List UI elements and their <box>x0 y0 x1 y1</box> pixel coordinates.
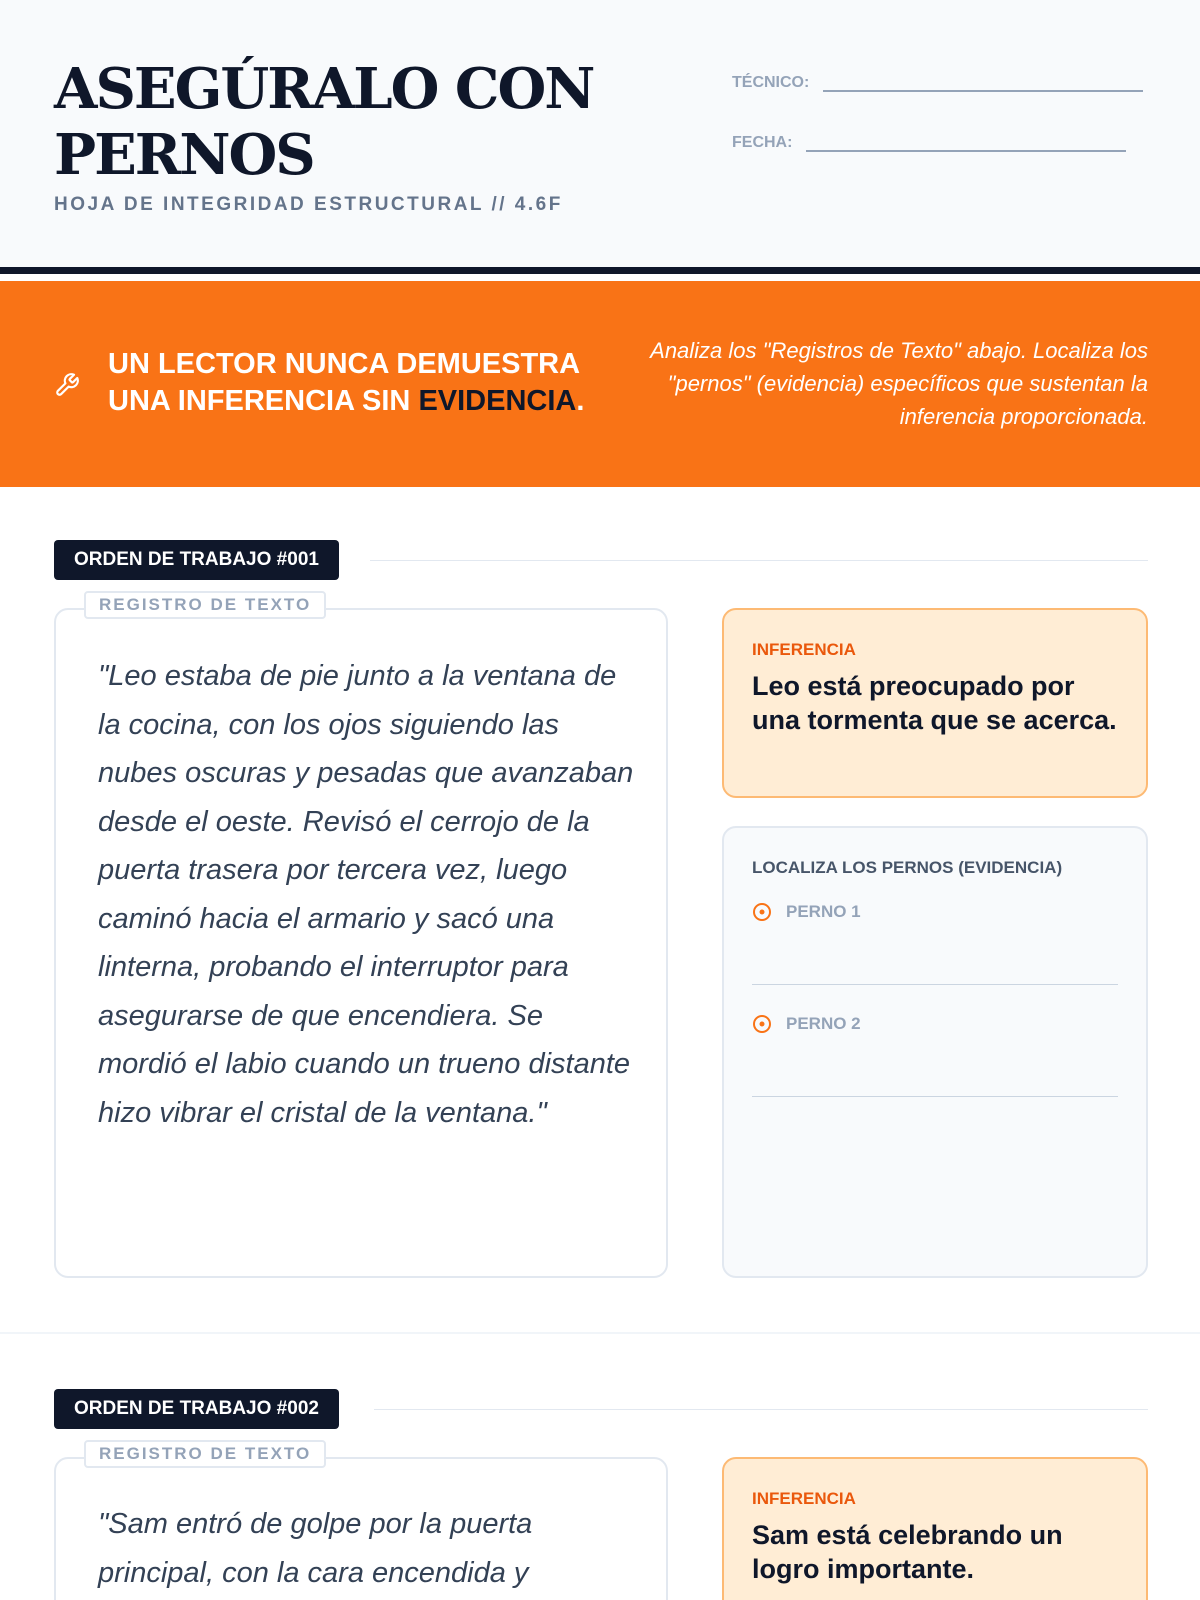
text-log-label: REGISTRO DE TEXTO <box>84 591 326 619</box>
page-subtitle: HOJA DE INTEGRIDAD ESTRUCTURAL // 4.6F <box>54 194 563 215</box>
work-order-tag-002: ORDEN DE TRABAJO #002 <box>54 1389 339 1429</box>
date-label: FECHA: <box>732 134 793 151</box>
evidence-title: LOCALIZA LOS PERNOS (EVIDENCIA) <box>752 858 1063 877</box>
motto-highlight: EVIDENCIA <box>418 385 577 417</box>
date-field[interactable] <box>806 124 1126 152</box>
text-log-label: REGISTRO DE TEXTO <box>84 1440 326 1468</box>
bolt-1 <box>752 902 861 922</box>
bolt-target-icon <box>752 1014 772 1034</box>
motto-text <box>108 346 618 420</box>
evidence-box <box>722 826 1148 1278</box>
inference-label: INFERENCIA <box>752 1489 856 1508</box>
text-log-quote: "Sam entró de golpe por la puerta principal, con la cara encendida y <box>98 1508 533 1589</box>
work-order-tag-001: ORDEN DE TRABAJO #001 <box>54 540 339 580</box>
bolt-target-icon <box>752 902 772 922</box>
bolt-1-label: PERNO 1 <box>786 902 861 921</box>
inference-text: Sam está celebrando un logro importante. <box>752 1520 1063 1584</box>
motto-main: UN LECTOR NUNCA DEMUESTRA UNA INFERENCIA SIN <box>108 348 579 417</box>
page-title <box>54 56 614 188</box>
technician-row <box>732 64 1143 92</box>
technician-label: TÉCNICO: <box>732 74 810 91</box>
technician-field[interactable] <box>823 64 1143 92</box>
bolt-2-label: PERNO 2 <box>786 1014 861 1033</box>
bolt-2 <box>752 1014 861 1034</box>
work-order-rule <box>370 560 1148 561</box>
motto-end: . <box>576 385 585 417</box>
bolt-2-answer-line[interactable] <box>752 1096 1118 1097</box>
bolt-1-answer-line[interactable] <box>752 984 1118 985</box>
instructions-text: Analiza los "Registros de Texto" abajo. Localiza los "pernos" (evidencia) específicos que sustentan la inferencia proporcionada. <box>650 338 1148 429</box>
inference-text: Leo está preocupado por una tormenta que se acerca. <box>752 671 1117 735</box>
wrench-icon <box>54 372 80 398</box>
title-line-1: ASEGÚRALO CON <box>54 56 594 122</box>
title-line-2: PERNOS <box>54 122 314 188</box>
inference-label: INFERENCIA <box>752 640 856 659</box>
work-order-rule <box>374 1409 1148 1410</box>
text-log-quote: "Leo estaba de pie junto a la ventana de la cocina, con los ojos siguiendo las nubes oscuras y pesadas que avanzaban desde el oeste. Revisó el cerrojo de la puerta trasera por tercera vez, luego caminó hacia el armario y sacó una linterna, probando el interruptor para asegurarse de que encendiera. Se mordió el labio cuando un trueno distante hizo vibrar el cristal de la ventana." <box>98 660 634 1129</box>
section-divider <box>0 1332 1200 1334</box>
date-row <box>732 124 1126 152</box>
